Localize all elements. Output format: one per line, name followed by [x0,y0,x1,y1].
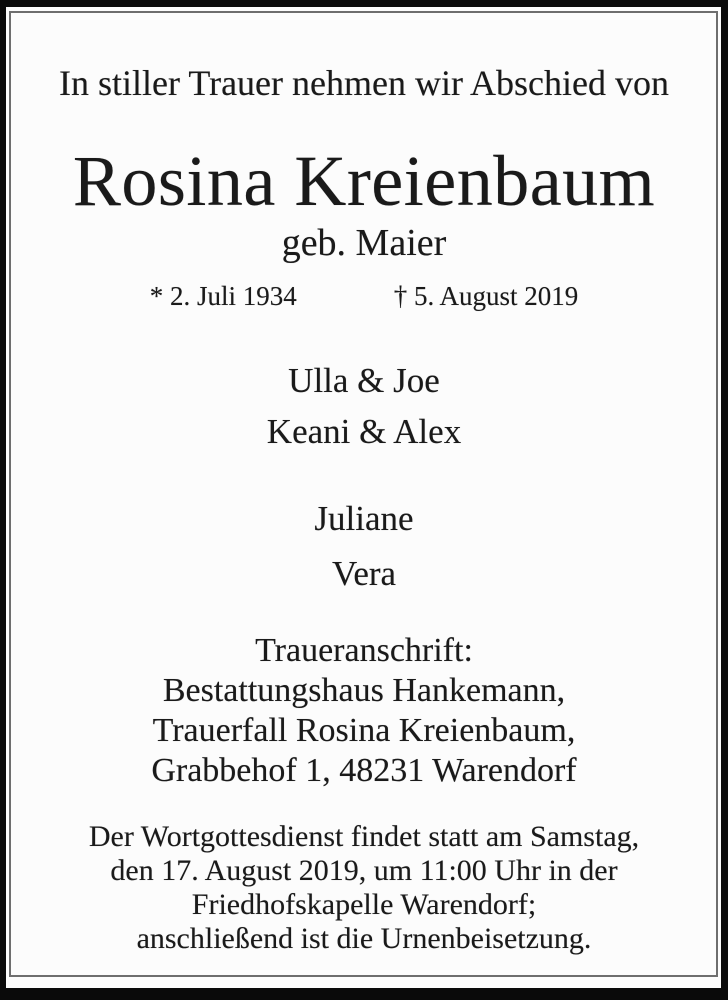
mourner-line-1: Ulla & Joe [288,361,440,400]
service-line: anschließend ist die Urnenbeisetzung. [136,922,592,955]
address-heading: Traueranschrift: [255,632,473,669]
address-line: Bestattungshaus Hankemann, [162,672,566,709]
service-line: Friedhofskapelle Warendorf; [191,888,537,921]
maiden-name: geb. Maier [281,222,447,264]
address-line: Grabbehof 1, 48231 Warendorf [151,752,577,789]
death-date: † 5. August 2019 [393,281,579,311]
mourner-line-2: Keani & Alex [266,412,462,451]
service-info-block [0,820,728,956]
mourner-line-4: Vera [331,554,397,593]
service-line: Der Wortgottesdienst findet statt am Samstag, [88,820,640,853]
intro-line: In stiller Trauer nehmen wir Abschied von [59,63,669,103]
birth-date: * 2. Juli 1934 [149,281,297,311]
life-dates [0,283,728,310]
deceased-name: Rosina Kreienbaum [72,141,656,221]
mourner-line-3: Juliane [314,499,414,538]
address-block [0,631,728,791]
service-line: den 17. August 2019, um 11:00 Uhr in der [110,854,618,887]
address-line: Trauerfall Rosina Kreienbaum, [152,712,576,749]
